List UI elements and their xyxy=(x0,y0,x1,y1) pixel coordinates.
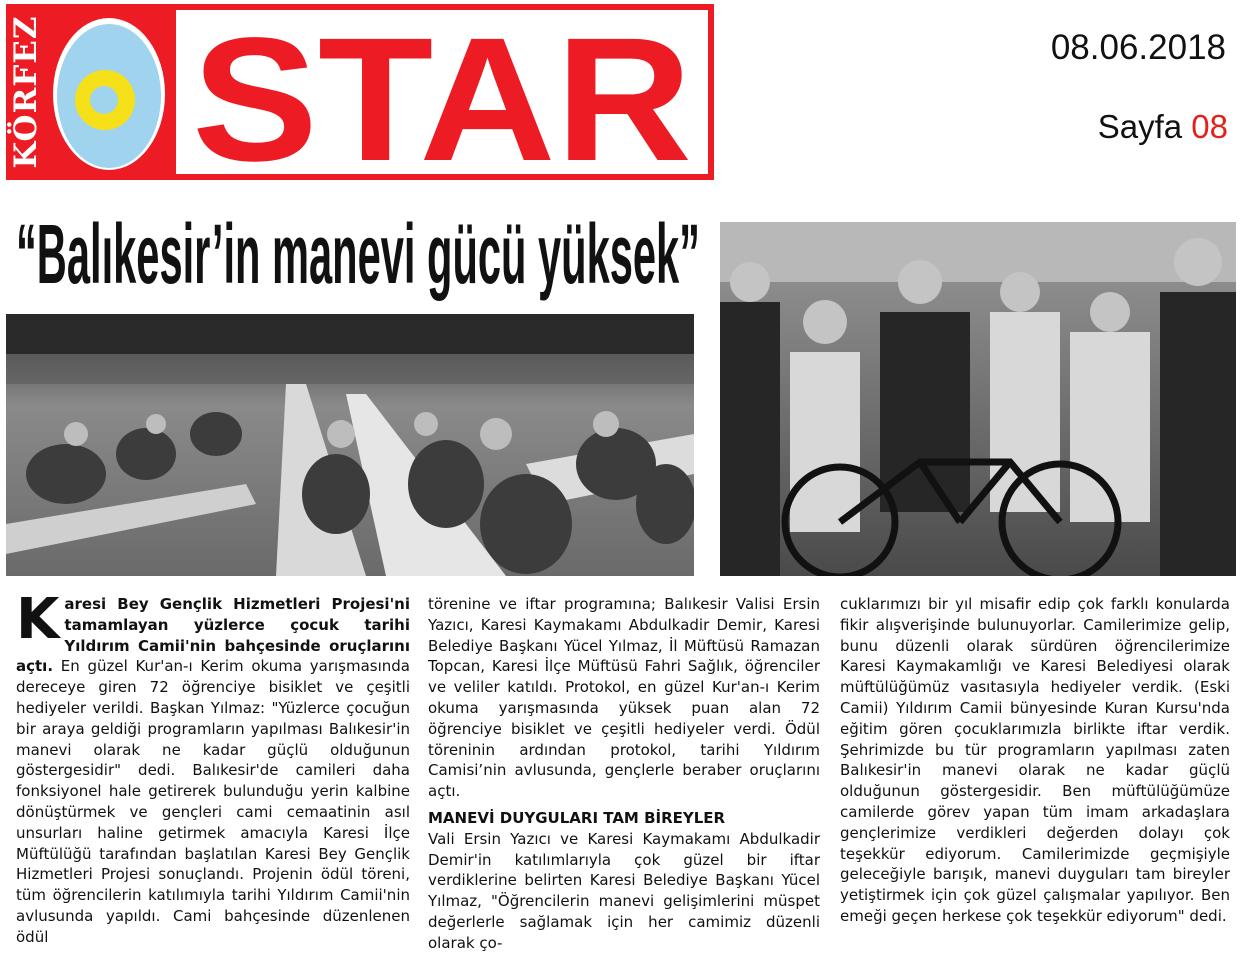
headline xyxy=(16,203,706,303)
page-indicator xyxy=(1098,108,1228,146)
korfez-text: KÖRFEZ xyxy=(8,15,44,169)
article-column-3 xyxy=(840,594,1230,927)
page-label: Sayfa xyxy=(1097,108,1183,145)
issue-date: 08.06.2018 xyxy=(1050,28,1226,67)
star-logo-panel xyxy=(176,10,708,174)
article-lead-bold: aresi Bey Gençlik Hizmetleri Projesi'ni tamamlayan yüzlerce çocuk tarihi Yıldırım Camii'nin bahçesinde oruçlarını açtı. xyxy=(16,595,410,676)
masthead xyxy=(6,4,714,180)
article-para1-text: En güzel Kur'an-ı Kerim okuma yarışmasında dereceye giren 72 öğrenciye bisiklet ve çeşitli hediyeler verildi. Başkan Yılmaz: "Yüzlerce çocuğun bir araya geldiği programların yapılması Balıkesir'in manevi olarak ne kadar güçlü olduğunun göstergesidir" dedi. Balıkesir'de camileri daha fonksiyonel hale getirerek bulunduğu yerin kalbine dönüştürmek ve gençleri cami cemaatinin asıl unsurları haline getirmek amacıyla Karesi İlçe Müftülüğü tarafından başlatılan Karesi Bey Gençlik Hizmetleri Projesi sonuçlandı. Projenin ödül töreni, tüm öğrencilerin katılımıyla tarihi Yıldırım Camii'nin avlusunda yapıldı. Cami bahçesinde düzenlenen ödül xyxy=(16,657,410,946)
award-ceremony-photo xyxy=(720,222,1236,576)
article-lead-paragraph xyxy=(16,587,410,948)
article-subheading: MANEVİ DUYGULARI TAM BİREYLER xyxy=(428,808,726,827)
article-col2-paragraph: törenine ve iftar programına; Balıkesir Valisi Ersin Yazıcı, Karesi Kaymakamı Abdulkadir Demir, Karesi Belediye Başkanı Yücel Yılmaz, İl Müftüsü Ramazan Topcan, Karesi İlçe Müftüsü Fahri Sağlık, öğrenciler ve veliler katıldı. Protokol, en güzel Kur'an-ı Kerim okuma yarışmasında yüksek puan alan 72 öğrenciye bisiklet ve çeşitli hediyeler verdi. Ödül töreninin ardından protokol, tarihi Yıldırım Camisi’nin avlusunda, gençlerle beraber oruçlarını açtı. xyxy=(428,595,820,801)
korfez-side-label xyxy=(6,4,46,180)
drop-cap: K xyxy=(16,587,60,652)
star-logo-text: STAR xyxy=(192,10,692,174)
egg-logo-icon xyxy=(50,12,168,172)
article-column-2 xyxy=(428,594,820,954)
star-logo-wordmark xyxy=(176,10,708,174)
iftar-crowd-photo xyxy=(6,314,694,576)
page-number: 08 xyxy=(1191,108,1228,145)
headline-text: “Balıkesir’in manevi gücü yüksek” xyxy=(16,207,700,301)
article-col3-paragraph: cuklarımızı bir yıl misafir edip çok farklı konularda fikir alışverişinde bulunuyorlar. Camilerimize gelip, bunu düzenli olarak sürdüren öğrencilerimize Karesi Kaymakamlığı ve Karesi Belediyesi olarak müftülüğümüz vasıtasıyla hediyeler verdik. (Eski Camii) Yıldırım Camii bünyesinde Kuran Kursu'nda eğitim gören çocuklarımızla birlikte iftar verdik. Şehrimizde bu tür programların yapılması zaten Balıkesir'in manevi olarak ne kadar güçlü olduğunun göstergesidir. Ben müftülüğümüze camilerde görev yapan tüm imam arkadaşlara gençlerimize verdikleri değerden dolayı çok teşekkür ediyorum. Camilerimizde geçmişiyle geleceğiyle barışık, manevi duyguları tam bireyler yetiştirmek için çok güzel çalışmalar yapılıyor. Ben emeği geçen herkese çok teşekkür ediyorum" dedi. xyxy=(840,595,1230,925)
article-column-1 xyxy=(16,587,410,948)
article-col2-paragraph-2: Vali Ersin Yazıcı ve Karesi Kaymakamı Abdulkadir Demir'in katılımlarıyla çok güzel bir iftar verdiklerine belirten Karesi Belediye Başkanı Yücel Yılmaz, "Öğrencilerin manevi gelişimlerini müspet değerlerle sağlamak için her camimiz düzenli olarak ço- xyxy=(428,829,820,952)
